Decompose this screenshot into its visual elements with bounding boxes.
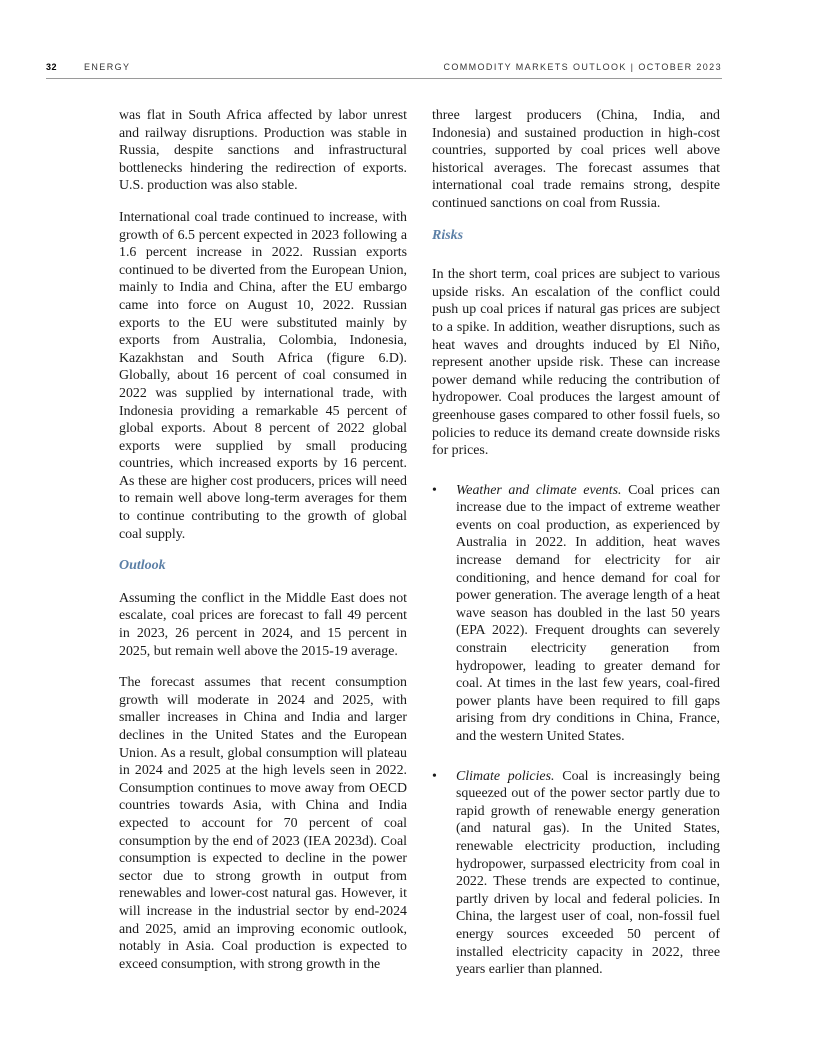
list-item bbox=[432, 768, 720, 979]
bullet-glyph: • bbox=[432, 768, 437, 784]
outlook-heading: Outlook bbox=[119, 558, 166, 574]
risks-heading: Risks bbox=[432, 227, 464, 243]
page-number: 32 bbox=[46, 62, 58, 72]
section-label: ENERGY bbox=[84, 62, 131, 72]
bullet-glyph: • bbox=[432, 482, 437, 498]
bullet-text: Coal is increasingly being squeezed out of the power sector partly due to rapid growth of renewable energy generation (and natural gas). In the United States, renewable electricity production, including hydropower, surpassed electricity from coal in 2022. These trends are expected to continue, partly driven by local and federal policies. In China, the largest user of coal, non-fossil fuel energy sources exceeded 50 percent of installed electricity capacity in 2022, three years earlier than planned. bbox=[456, 768, 720, 978]
left-column bbox=[119, 107, 407, 987]
page-header bbox=[46, 62, 722, 76]
right-column bbox=[432, 107, 720, 993]
bullet-lead: Climate policies. bbox=[456, 768, 555, 784]
bullet-lead: Weather and climate events. bbox=[456, 482, 622, 498]
paragraph: International coal trade continued to increase, with growth of 6.5 percent expected in 2023 following a 1.6 percent increase in 2022. Russian exports continued to be diverted from the European Union, mainly to India and China, after the EU embargo came into force on August 10, 2022. Russian exports to the EU were substituted mainly by exports from Australia, Colombia, Indonesia, Kazakhstan and South Africa (figure 6.D). Globally, about 16 percent of coal consumed in 2022 was supplied by international trade, with Indonesia providing a remarkable 45 percent of global exports. About 8 percent of 2022 global exports were supplied by small producing countries, which increased exports by 16 percent. As these are higher cost producers, prices will need to remain well above long-term averages for them to continue contributing to the growth of global coal supply. bbox=[119, 209, 407, 542]
paragraph: Assuming the conflict in the Middle East does not escalate, coal prices are forecast to fall 49 percent in 2023, 26 percent in 2024, and 15 percent in 2025, but remain well above the 2015-19 average. bbox=[119, 590, 407, 659]
header-rule bbox=[46, 78, 722, 79]
publication-title: COMMODITY MARKETS OUTLOOK | OCTOBER 2023 bbox=[443, 62, 722, 72]
bullet-text: Coal prices can increase due to the impact of extreme weather events on coal production, as experienced by Australia in 2022. In addition, heat waves increase demand for electricity for air conditioning, and hence demand for coal for power generation. The average length of a heat wave season has doubled in the last 50 years (EPA 2022). Frequent droughts can severely constrain electricity generation from hydropower, leading to greater demand for coal. At times in the last few years, coal-fired power plants have been required to fill gaps arising from dry conditions in China, France, and the western United States. bbox=[456, 482, 720, 744]
risk-bullet-list bbox=[432, 482, 720, 979]
list-item bbox=[432, 482, 720, 746]
paragraph: In the short term, coal prices are subject to various upside risks. An escalation of the conflict could push up coal prices if natural gas prices are subject to a spike. In addition, weather disruptions, such as heat waves and droughts induced by El Niño, represent another upside risk. These can increase power demand while reducing the contribution of hydropower. Coal produces the largest amount of greenhouse gases compared to other fossil fuels, so policies to reduce its demand create downside risks for prices. bbox=[432, 267, 720, 459]
paragraph: was flat in South Africa affected by labor unrest and railway disruptions. Production was stable in Russia, despite sanctions and infrastructural bottlenecks hindering the redirection of exports. U.S. production was also stable. bbox=[119, 108, 407, 194]
paragraph: The forecast assumes that recent consumption growth will moderate in 2024 and 2025, with smaller increases in China and India and larger declines in the United States and the European Union. As a result, global consumption will plateau in 2024 and 2025 at the high levels seen in 2022. Consumption continues to move away from OECD countries towards Asia, with China and India expected to account for 70 percent of coal consumption by the end of 2023 (IEA 2023d). Coal consumption is expected to decline in the power sector due to strong growth in output from renewables and lower-cost natural gas. However, it will increase in the industrial sector by end-2024 and 2025, amid an improving economic outlook, notably in Asia. Coal production is expected to exceed consumption, with strong growth in the bbox=[119, 675, 407, 972]
paragraph: three largest producers (China, India, and Indonesia) and sustained production in high-cost countries, supported by coal prices well above historical averages. The forecast assumes that international coal trade remains strong, despite continued sanctions on coal from Russia. bbox=[432, 108, 720, 211]
